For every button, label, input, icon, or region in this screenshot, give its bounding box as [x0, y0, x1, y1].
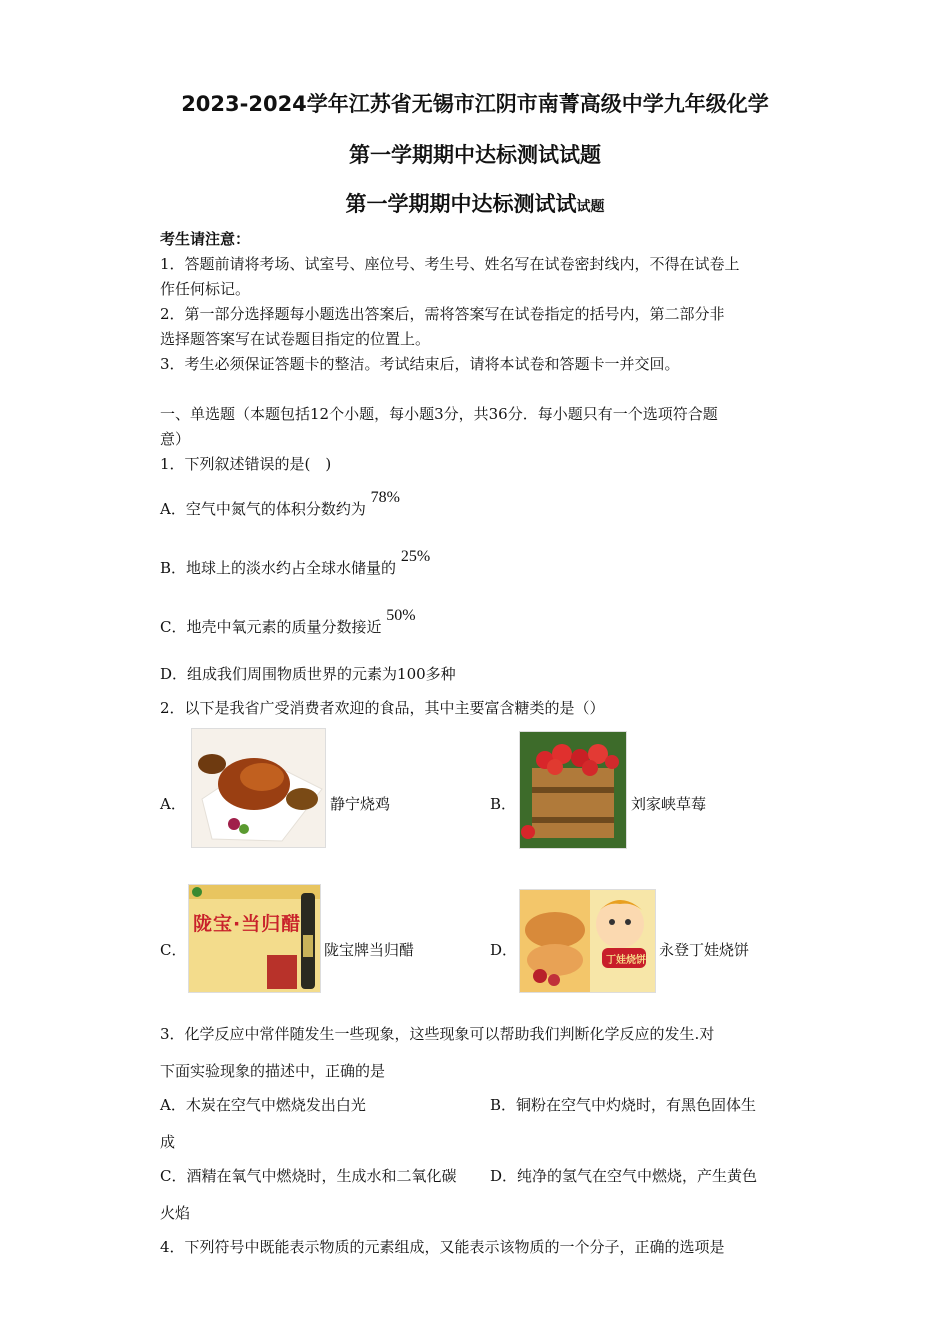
q2-d-letter: D． — [490, 941, 518, 959]
q1-c-label: C．地壳中氧元素的质量分数接近 — [160, 618, 382, 636]
document-title-line2: 第一学期期中达标测试试题 — [349, 143, 601, 167]
q1-b-label: B．地球上的淡水约占全球水储量的 — [160, 559, 397, 577]
q3-option-b-cont: 成 — [160, 1133, 176, 1151]
document-title-line1: 2023-2024学年江苏省无锡市江阴市南菁高级中学九年级化学 — [181, 92, 769, 116]
q2-c-letter: C． — [160, 941, 187, 959]
q1-option-c — [160, 607, 416, 637]
q4-stem: 4．下列符号中既能表示物质的元素组成，又能表示该物质的一个分子，正确的选项是 — [160, 1238, 725, 1256]
baked-bread-image — [519, 889, 656, 993]
notice-item-2-cont: 选择题答案写在试卷题目指定的位置上。 — [160, 330, 431, 348]
q3-option-c: C．酒精在氧气中燃烧时，生成水和二氧化碳 — [160, 1167, 457, 1185]
q2-a-text: 静宁烧鸡 — [330, 795, 391, 813]
q3-stem: 3．化学反应中常伴随发生一些现象，这些现象可以帮助我们判断化学反应的发生.对 — [160, 1025, 715, 1043]
q1-a-pct: 78% — [370, 489, 400, 506]
q1-option-d: D．组成我们周围物质世界的元素为100多种 — [160, 665, 456, 683]
vinegar-ad-image — [188, 884, 321, 993]
notice-item-3: 3．考生必须保证答题卡的整洁。考试结束后，请将本试卷和答题卡一并交回。 — [160, 355, 680, 373]
title-line3-small: 试题 — [576, 199, 605, 215]
roast-chicken-image — [191, 728, 326, 848]
vinegar-ad-text: 陇宝·当归醋 — [193, 913, 302, 935]
section-header-cont: 意） — [160, 430, 191, 448]
q2-stem: 2．以下是我省广受消费者欢迎的食品，其中主要富含糖类的是（） — [160, 699, 605, 717]
notice-item-1-cont: 作任何标记。 — [160, 280, 251, 298]
q3-option-d-cont: 火焰 — [160, 1204, 191, 1222]
q2-b-letter: B． — [490, 795, 517, 813]
title-line3-main: 第一学期期中达标测试试 — [345, 192, 577, 216]
q2-a-letter: A． — [160, 795, 186, 813]
bread-label-text: 丁娃烧饼 — [606, 955, 646, 966]
q3-option-b: B．铜粉在空气中灼烧时，有黑色固体生 — [490, 1096, 757, 1114]
q1-c-pct: 50% — [386, 607, 416, 624]
q3-option-d: D．纯净的氢气在空气中燃烧，产生黄色 — [490, 1167, 758, 1185]
q2-d-text: 永登丁娃烧饼 — [659, 941, 750, 959]
notice-item-1: 1．答题前请将考场、试室号、座位号、考生号、姓名写在试卷密封线内，不得在试卷上 — [160, 255, 740, 273]
notice-header: 考生请注意： — [160, 230, 251, 248]
q2-c-text: 陇宝牌当归醋 — [324, 941, 415, 959]
strawberry-basket-image — [519, 731, 627, 849]
q1-stem: 1．下列叙述错误的是( ) — [160, 455, 332, 473]
q2-b-text: 刘家峡草莓 — [631, 795, 707, 813]
notice-item-2: 2．第一部分选择题每小题选出答案后，需将答案写在试卷指定的括号内，第二部分非 — [160, 305, 725, 323]
q3-option-a: A．木炭在空气中燃烧发出白光 — [160, 1096, 366, 1114]
q1-a-label: A．空气中氮气的体积分数约为 — [160, 500, 366, 518]
document-title-line3 — [0, 188, 950, 218]
q1-option-a — [160, 489, 400, 519]
q3-stem-cont: 下面实验现象的描述中，正确的是 — [160, 1062, 386, 1080]
section-header: 一、单选题（本题包括12个小题，每小题3分，共36分．每小题只有一个选项符合题 — [160, 405, 718, 423]
q1-b-pct: 25% — [400, 548, 431, 565]
q1-option-b — [160, 548, 431, 578]
